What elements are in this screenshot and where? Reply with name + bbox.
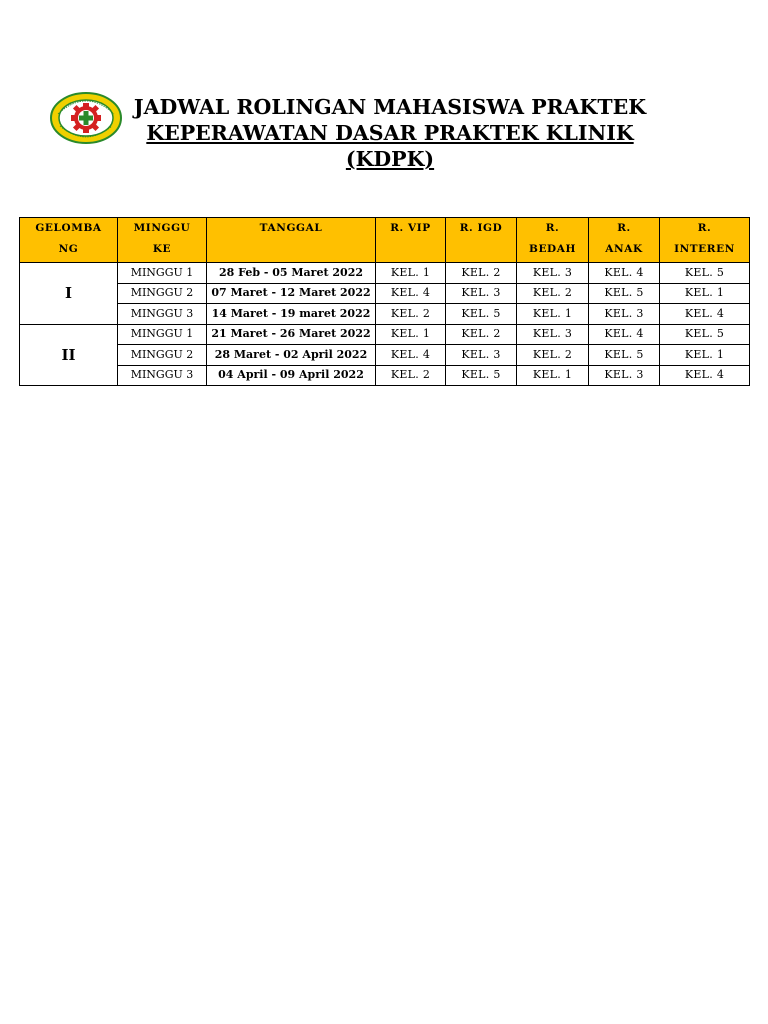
anak-cell: KEL. 3: [589, 304, 660, 325]
tanggal-cell: 28 Feb - 05 Maret 2022: [207, 263, 376, 284]
header-row: [20, 218, 750, 263]
interen-cell: KEL. 5: [660, 263, 750, 284]
bedah-cell: KEL. 3: [517, 263, 589, 284]
interen-cell: KEL. 1: [660, 283, 750, 304]
interen-cell: KEL. 5: [660, 324, 750, 345]
rotation-schedule-table: [19, 217, 750, 386]
bedah-cell: KEL. 1: [517, 304, 589, 325]
bedah-cell: KEL. 2: [517, 345, 589, 366]
header-bedah: R. BEDAH: [517, 218, 589, 263]
vip-cell: KEL. 4: [376, 283, 446, 304]
bedah-cell: KEL. 3: [517, 324, 589, 345]
igd-cell: KEL. 2: [446, 263, 517, 284]
vip-cell: KEL. 4: [376, 345, 446, 366]
header-minggu: MINGGU KE: [118, 218, 207, 263]
table-row: [20, 324, 750, 345]
table-body: [20, 263, 750, 386]
anak-cell: KEL. 5: [589, 283, 660, 304]
anak-cell: KEL. 4: [589, 324, 660, 345]
tanggal-cell: 28 Maret - 02 April 2022: [207, 345, 376, 366]
vip-cell: KEL. 1: [376, 263, 446, 284]
header-vip: R. VIP: [376, 218, 446, 263]
anak-cell: KEL. 4: [589, 263, 660, 284]
table-row: [20, 304, 750, 325]
title-line-2: KEPERAWATAN DASAR PRAKTEK KLINIK: [146, 121, 634, 145]
header-tanggal: TANGGAL: [207, 218, 376, 263]
table-row: [20, 345, 750, 366]
vip-cell: KEL. 2: [376, 365, 446, 386]
bedah-cell: KEL. 2: [517, 283, 589, 304]
minggu-cell: MINGGU 3: [118, 304, 207, 325]
minggu-cell: MINGGU 3: [118, 365, 207, 386]
interen-cell: KEL. 4: [660, 304, 750, 325]
interen-cell: KEL. 1: [660, 345, 750, 366]
minggu-cell: MINGGU 1: [118, 263, 207, 284]
vip-cell: KEL. 1: [376, 324, 446, 345]
tanggal-cell: 14 Maret - 19 maret 2022: [207, 304, 376, 325]
gelombang-cell: II: [20, 324, 118, 386]
minggu-cell: MINGGU 1: [118, 324, 207, 345]
header-anak: R. ANAK: [589, 218, 660, 263]
table-header: [20, 218, 750, 263]
igd-cell: KEL. 3: [446, 345, 517, 366]
vip-cell: KEL. 2: [376, 304, 446, 325]
header-interen: R. INTEREN: [660, 218, 750, 263]
bedah-cell: KEL. 1: [517, 365, 589, 386]
tanggal-cell: 07 Maret - 12 Maret 2022: [207, 283, 376, 304]
title-line-1: JADWAL ROLINGAN MAHASISWA PRAKTEK: [133, 95, 647, 119]
igd-cell: KEL. 5: [446, 365, 517, 386]
igd-cell: KEL. 2: [446, 324, 517, 345]
table-row: [20, 365, 750, 386]
tanggal-cell: 04 April - 09 April 2022: [207, 365, 376, 386]
title-line-3: (KDPK): [345, 147, 435, 171]
interen-cell: KEL. 4: [660, 365, 750, 386]
igd-cell: KEL. 3: [446, 283, 517, 304]
tanggal-cell: 21 Maret - 26 Maret 2022: [207, 324, 376, 345]
anak-cell: KEL. 5: [589, 345, 660, 366]
anak-cell: KEL. 3: [589, 365, 660, 386]
header-gelombang: GELOMBA NG: [20, 218, 118, 263]
document-title: [100, 94, 680, 172]
header-igd: R. IGD: [446, 218, 517, 263]
table-row: [20, 283, 750, 304]
gelombang-cell: I: [20, 263, 118, 325]
igd-cell: KEL. 5: [446, 304, 517, 325]
minggu-cell: MINGGU 2: [118, 283, 207, 304]
table-row: [20, 263, 750, 284]
minggu-cell: MINGGU 2: [118, 345, 207, 366]
